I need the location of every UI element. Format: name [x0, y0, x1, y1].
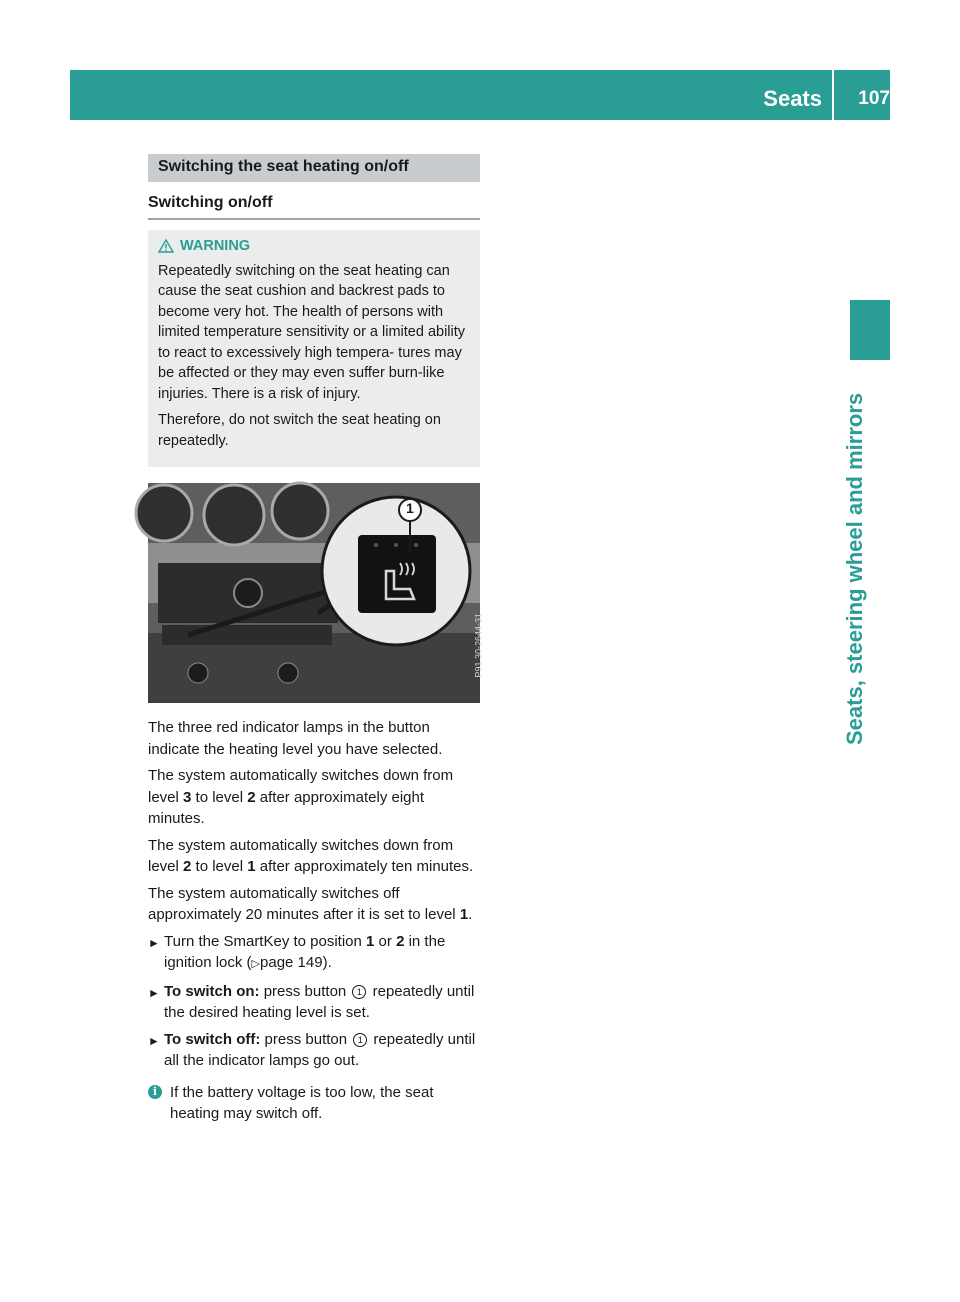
step-arrow-icon: ► [148, 935, 160, 950]
instruction-step: ► To switch on: press button 1 repeatedly until the desired heating level is set. [148, 981, 480, 1024]
page-reference-icon: ▷ [251, 958, 261, 970]
instruction-step: ► Turn the SmartKey to position 1 or 2 in the ignition lock (▷page 149). [148, 931, 480, 976]
page-number: 107 [858, 88, 890, 109]
body-text [148, 717, 480, 1125]
content-column [148, 154, 484, 1125]
header-section [763, 86, 890, 116]
paragraph: The system automatically switches off approximately 20 minutes after it is set to level 1. [148, 884, 473, 923]
warning-heading [158, 236, 472, 257]
warning-box [148, 230, 480, 467]
side-chapter-label: Seats, steering wheel and mirrors [842, 392, 867, 745]
figure-id: P91.30-2644-31 [474, 613, 484, 678]
instruction-step: ► To switch off: press button 1 repeatedly until all the indicator lamps go out. [148, 1029, 480, 1072]
paragraph: The system automatically switches down from level 3 to level 2 after approximately eight minutes. [148, 767, 454, 827]
figure-callout-number: 1 [406, 500, 414, 516]
header-section-title: Seats [763, 86, 822, 111]
subsection-title: Switching on/off [148, 194, 480, 220]
callout-number-icon: 1 [353, 1033, 367, 1047]
page-reference-link[interactable]: page 149). [260, 954, 332, 971]
header-divider [832, 70, 834, 120]
warning-paragraph: Therefore, do not switch the seat heating on repeatedly. [158, 412, 441, 449]
warning-heading-text: WARNING [180, 238, 251, 254]
dashboard-figure [148, 483, 484, 703]
step-arrow-icon: ► [148, 985, 160, 1000]
dashboard-illustration [148, 483, 480, 703]
info-note [148, 1082, 480, 1125]
warning-paragraph: Repeatedly switching on the seat heating can cause the seat cushion and backrest pads to become very hot. The health of persons with limited temperature sensitivity or a limited ability to react to excessively high tempera- tures may be affected or they may even suffer burn-like injuries. There is a risk of injury. [158, 262, 466, 402]
paragraph: The three red indicator lamps in the button indicate the heating level you have selected. [148, 719, 443, 758]
info-text: If the battery voltage is too low, the seat heating may switch off. [170, 1083, 434, 1122]
warning-triangle-icon [158, 239, 174, 253]
step-arrow-icon: ► [148, 1033, 160, 1048]
callout-number-icon: 1 [352, 985, 366, 999]
section-title: Switching the seat heating on/off [148, 154, 480, 182]
info-icon: i [148, 1085, 162, 1099]
paragraph: The system automatically switches down from level 2 to level 1 after approximately ten minutes. [148, 836, 474, 875]
